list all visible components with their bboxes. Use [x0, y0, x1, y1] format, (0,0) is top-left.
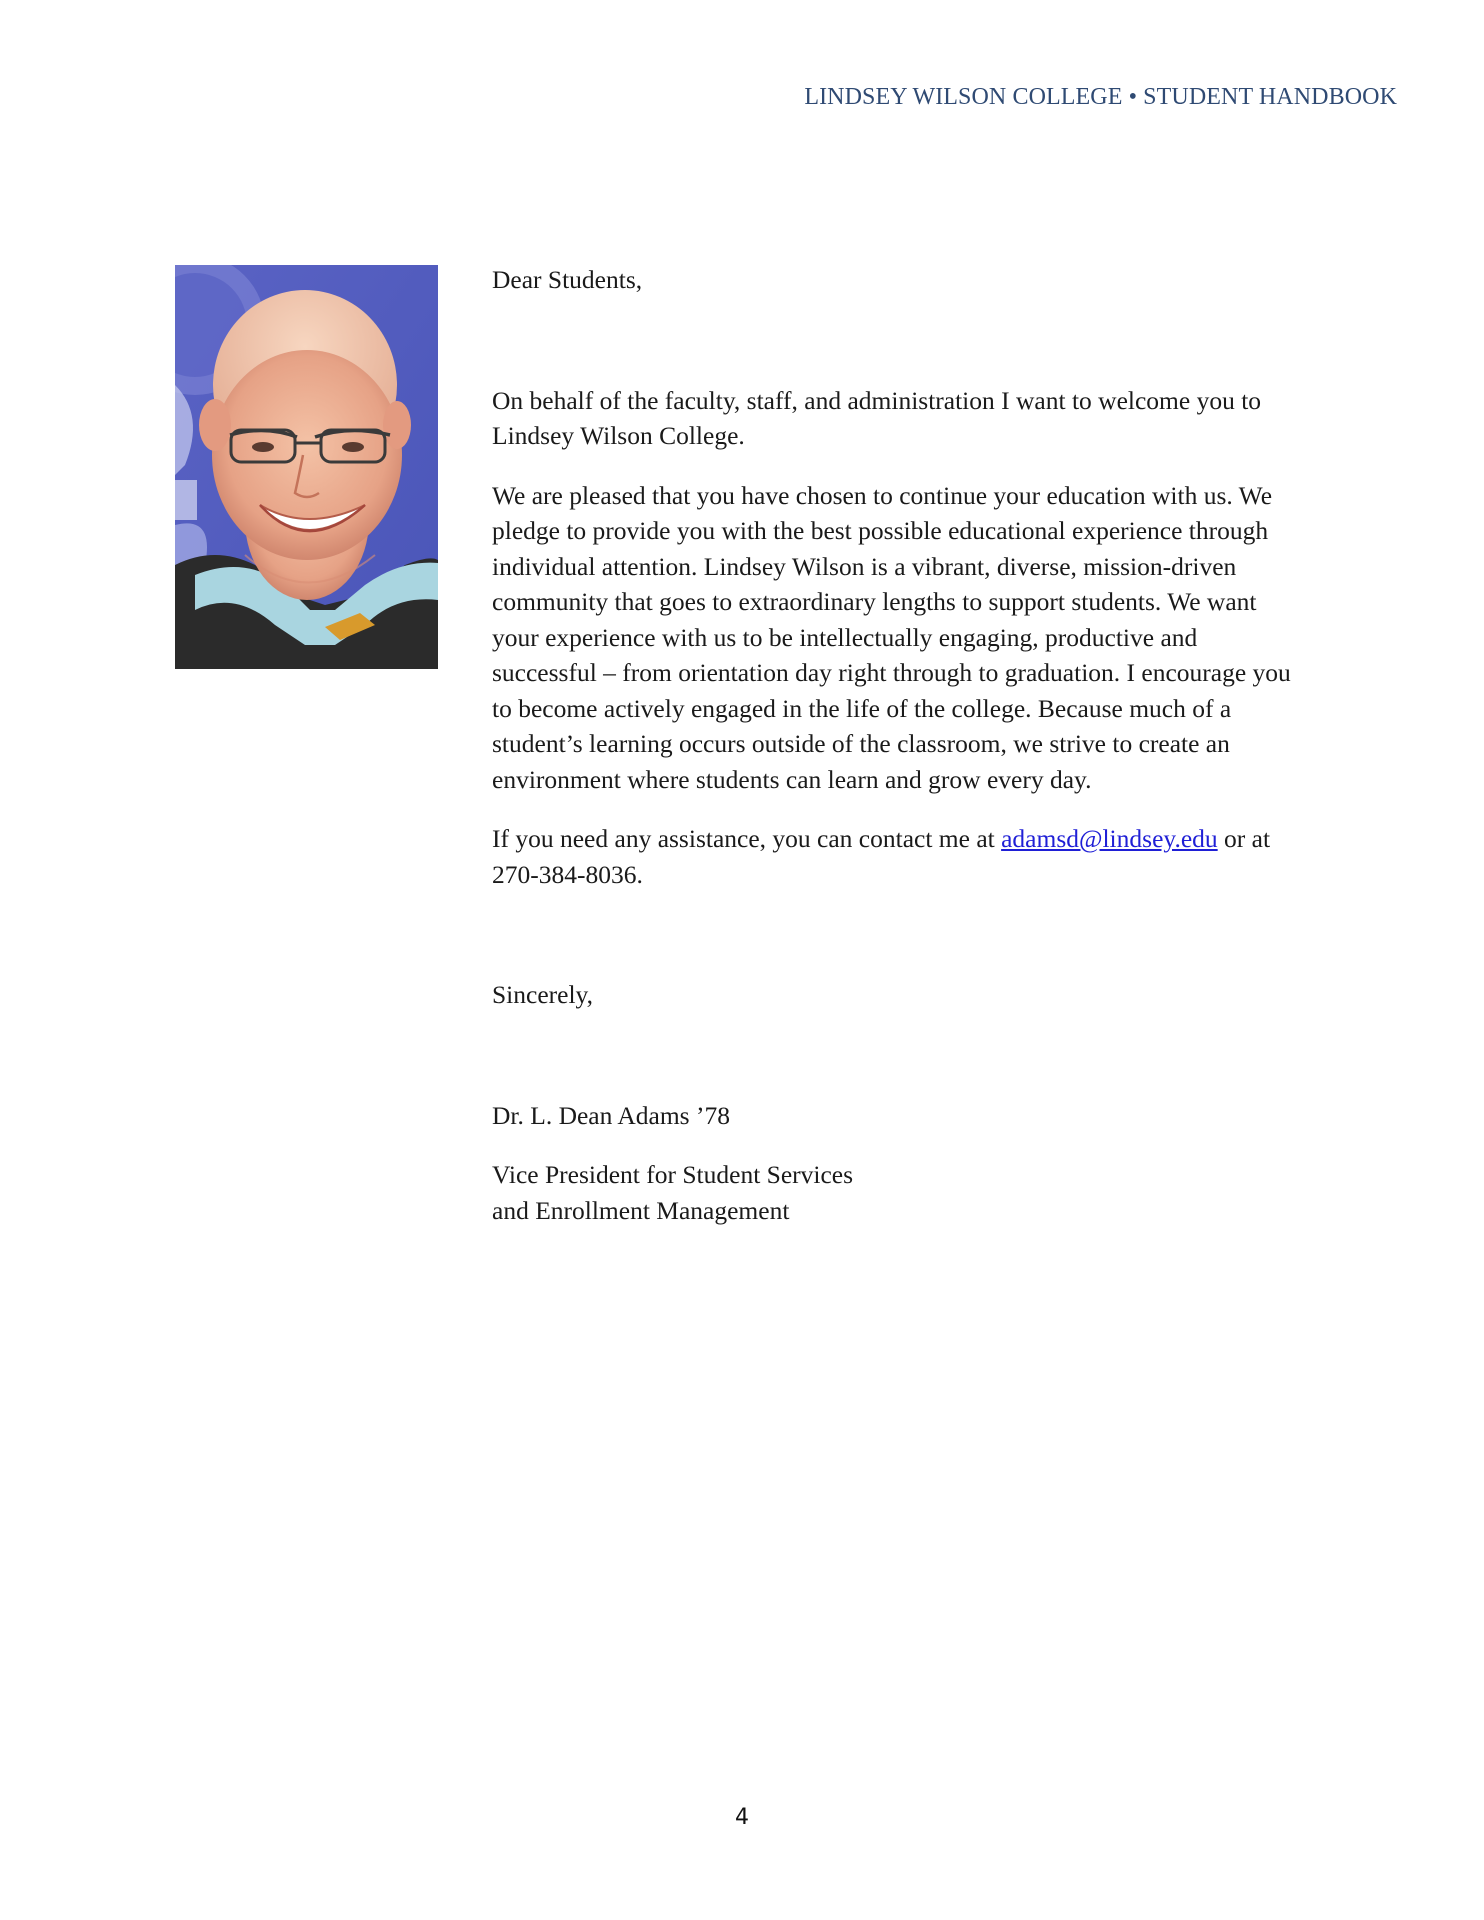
email-link[interactable]: adamsd@lindsey.edu: [1001, 824, 1218, 853]
letter-paragraph: We are pleased that you have chosen to continue your education with us. We pledge to provide you with the best possible educational experience through individual attention. Lindsey Wilson is a vibrant, diverse, mission-driven community that goes to extraordinary lengths to support students. We want your experience with us to be intellectually engaging, productive and successful – from orientation day right through to graduation. I encourage you to become actively engaged in the life of the college. Because much of a student’s learning occurs outside of the classroom, we strive to create an environment where students can learn and grow every day.: [492, 480, 1291, 794]
letter-contact: [492, 821, 1302, 892]
running-header: LINDSEY WILSON COLLEGE • STUDENT HANDBOOK: [804, 84, 1397, 110]
letter-greeting: Dear Students,: [492, 265, 643, 294]
letter-paragraph: On behalf of the faculty, staff, and administration I want to welcome you to Lindsey Wilson College.: [492, 385, 1262, 450]
signature-name: Dr. L. Dean Adams ’78: [492, 1100, 730, 1130]
signature-title-line-1: Vice President for Student Services: [492, 1160, 854, 1189]
welcome-letter: [492, 262, 1302, 1228]
portrait-photo: [175, 265, 438, 669]
letter-closing: Sincerely,: [492, 980, 594, 1009]
page-number: 4: [735, 1805, 749, 1830]
contact-prefix: If you need any assistance, you can contact me at: [492, 824, 1002, 853]
portrait-photo-icon: [175, 265, 438, 669]
signature-title-line-2: and Enrollment Management: [492, 1195, 790, 1225]
contact-suffix: or at 270-384-8036.: [492, 824, 1271, 889]
